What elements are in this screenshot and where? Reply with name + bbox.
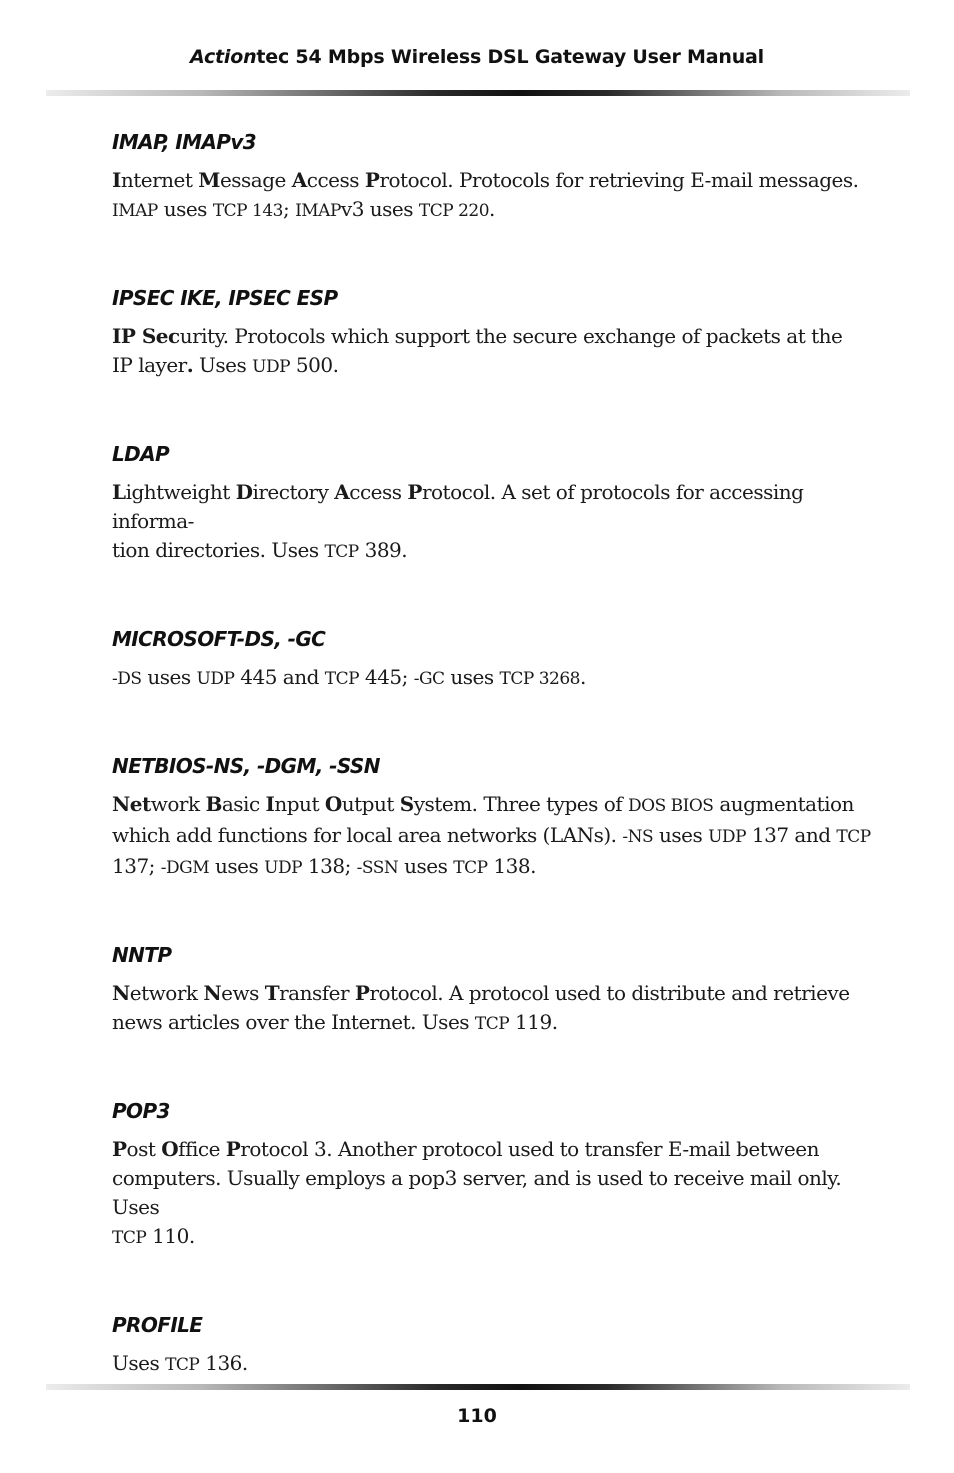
glossary-entry xyxy=(112,440,872,567)
definition-text: ost xyxy=(126,1137,162,1161)
glossary-term: MICROSOFT-DS, -GC xyxy=(112,627,326,651)
small-caps-term: TCP xyxy=(165,1355,200,1375)
acronym-letter: Net xyxy=(112,792,151,816)
acronym-letter: D xyxy=(235,480,253,504)
glossary-definition xyxy=(112,166,872,226)
definition-text: . xyxy=(489,197,495,221)
definition-text: 500. xyxy=(290,353,339,377)
definition-text: essage xyxy=(219,168,292,192)
definition-text: v3 uses xyxy=(340,197,419,221)
definition-text: 119. xyxy=(509,1010,558,1034)
definition-text: which add functions for local area networks (LANs). xyxy=(112,823,623,847)
acronym-letter: T xyxy=(264,981,280,1005)
glossary-term: IMAP, IMAPv3 xyxy=(112,130,257,154)
acronym-letter: . xyxy=(186,353,194,377)
glossary-definition xyxy=(112,663,872,694)
glossary-entry xyxy=(112,625,872,694)
small-caps-term: -DS xyxy=(112,669,142,689)
definition-text: rotocol. A protocol used to distribute and retrieve xyxy=(369,981,850,1005)
definition-text: 389. xyxy=(358,538,408,562)
definition-text: news articles over the Internet. Uses xyxy=(112,1010,475,1034)
definition-text: rotocol. A set of protocols for accessing informa- xyxy=(112,480,804,533)
definition-text: utput xyxy=(341,792,400,816)
definition-text: ffice xyxy=(178,1137,226,1161)
definition-text: asic xyxy=(221,792,266,816)
definition-text: nput xyxy=(274,792,325,816)
glossary-entry xyxy=(112,128,872,226)
glossary-definition xyxy=(112,1135,872,1253)
small-caps-term: UDP xyxy=(708,827,747,847)
header-rule xyxy=(46,90,910,96)
acronym-letter: I xyxy=(265,792,275,816)
small-caps-term: -SSN xyxy=(356,858,399,878)
small-caps-term: UDP xyxy=(196,669,235,689)
header-title-rest: tec 54 Mbps Wireless DSL Gateway User Manual xyxy=(256,46,764,68)
definition-text: Uses xyxy=(193,353,253,377)
small-caps-term: -DGM xyxy=(160,858,210,878)
acronym-letter: P xyxy=(354,981,370,1005)
small-caps-term: IMAP xyxy=(295,201,341,221)
definition-text: uses xyxy=(444,665,500,689)
definition-text: uses xyxy=(157,197,213,221)
acronym-letter: O xyxy=(324,792,342,816)
glossary-definition xyxy=(112,1349,872,1380)
glossary-term: IPSEC IKE, IPSEC ESP xyxy=(112,286,338,310)
small-caps-term: TCP xyxy=(474,1014,510,1034)
glossary-term: LDAP xyxy=(112,442,170,466)
glossary-definition xyxy=(112,322,872,382)
acronym-letter: N xyxy=(203,981,222,1005)
definition-text: urity. Protocols which support the secure exchange of packets at the xyxy=(179,324,843,348)
glossary-term: NNTP xyxy=(112,943,172,967)
definition-text: . xyxy=(579,665,586,689)
definition-text: 445; xyxy=(359,665,414,689)
definition-text: 110. xyxy=(146,1224,195,1248)
small-caps-term: -GC xyxy=(413,669,445,689)
definition-text: 137 and xyxy=(746,823,837,847)
definition-text: irectory xyxy=(252,480,335,504)
definition-text: computers. Usually employs a pop3 server, and is used to receive mail only. Uses xyxy=(112,1166,842,1219)
small-caps-term: DOS BIOS xyxy=(628,796,714,816)
acronym-letter: L xyxy=(112,480,126,504)
acronym-letter: A xyxy=(334,480,350,504)
definition-text: IP layer xyxy=(112,353,187,377)
definition-text: ccess xyxy=(349,480,408,504)
small-caps-term: TCP 220 xyxy=(418,201,490,221)
definition-text: 138; xyxy=(302,854,357,878)
definition-text: rotocol. Protocols for retrieving E-mail messages. xyxy=(379,168,859,192)
definition-text: ystem. Three types of xyxy=(413,792,629,816)
acronym-letter: P xyxy=(112,1137,127,1161)
glossary-entry xyxy=(112,1097,872,1253)
small-caps-term: TCP xyxy=(112,1228,147,1248)
definition-text: ransfer xyxy=(279,981,355,1005)
acronym-letter: IP Sec xyxy=(112,324,180,348)
definition-text: ccess xyxy=(306,168,365,192)
footer-rule xyxy=(46,1384,910,1390)
definition-text: uses xyxy=(653,823,709,847)
definition-text: Uses xyxy=(112,1351,166,1375)
acronym-letter: M xyxy=(198,168,220,192)
acronym-letter: P xyxy=(225,1137,241,1161)
definition-text: ; xyxy=(282,197,296,221)
glossary-definition xyxy=(112,790,872,883)
glossary-content xyxy=(112,128,872,1438)
glossary-term: POP3 xyxy=(112,1099,170,1123)
glossary-entry xyxy=(112,1311,872,1380)
acronym-letter: B xyxy=(205,792,222,816)
small-caps-term: TCP 3268 xyxy=(499,669,580,689)
definition-text: uses xyxy=(209,854,265,878)
acronym-letter: P xyxy=(364,168,380,192)
glossary-term: PROFILE xyxy=(112,1313,203,1337)
definition-text: ightweight xyxy=(125,480,236,504)
definition-text: work xyxy=(150,792,206,816)
definition-text: ews xyxy=(221,981,265,1005)
small-caps-term: TCP xyxy=(453,858,488,878)
small-caps-term: UDP xyxy=(264,858,303,878)
acronym-letter: O xyxy=(161,1137,179,1161)
definition-text: 137; xyxy=(112,854,161,878)
acronym-letter: P xyxy=(407,480,422,504)
glossary-definition xyxy=(112,979,872,1039)
small-caps-term: TCP xyxy=(836,827,871,847)
definition-text: nternet xyxy=(120,168,199,192)
glossary-entry xyxy=(112,284,872,382)
definition-text: uses xyxy=(141,665,197,689)
definition-text: 136. xyxy=(199,1351,248,1375)
definition-text: rotocol 3. Another protocol used to transfer E-mail between xyxy=(240,1137,819,1161)
small-caps-term: UDP xyxy=(252,357,291,377)
definition-text: tion directories. Uses xyxy=(112,538,325,562)
definition-text: 445 and xyxy=(234,665,325,689)
small-caps-term: TCP xyxy=(324,542,359,562)
definition-text: etwork xyxy=(129,981,204,1005)
glossary-entry xyxy=(112,941,872,1039)
small-caps-term: TCP 143 xyxy=(212,201,283,221)
glossary-entry xyxy=(112,752,872,883)
definition-text: uses xyxy=(398,854,454,878)
definition-text: 138. xyxy=(487,854,536,878)
running-header xyxy=(0,46,954,68)
acronym-letter: N xyxy=(112,981,130,1005)
glossary-term: NETBIOS-NS, -DGM, -SSN xyxy=(112,754,380,778)
acronym-letter: I xyxy=(112,168,121,192)
small-caps-term: -NS xyxy=(622,827,654,847)
small-caps-term: TCP xyxy=(324,669,360,689)
small-caps-term: IMAP xyxy=(112,201,158,221)
acronym-letter: A xyxy=(291,168,307,192)
glossary-definition xyxy=(112,478,872,567)
page-number: 110 xyxy=(457,1405,497,1427)
header-brand-italic: Action xyxy=(190,46,257,68)
acronym-letter: S xyxy=(399,792,414,816)
definition-text: augmentation xyxy=(713,792,854,816)
